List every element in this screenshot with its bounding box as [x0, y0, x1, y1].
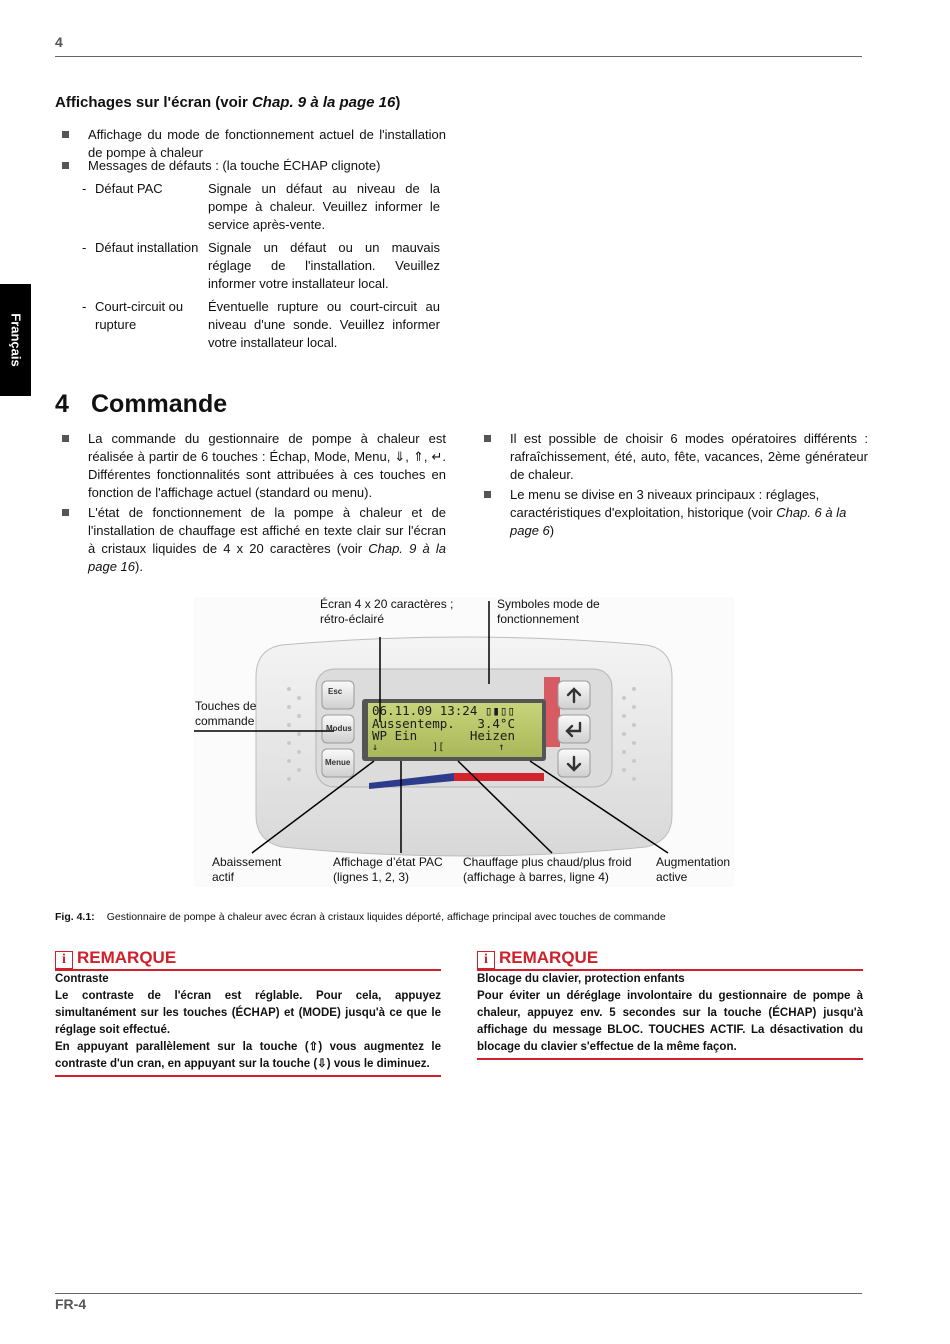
- defect-description: Éventuelle rupture ou court-circuit au niveau d'une sonde. Veuillez informer votre installateur local.: [208, 299, 440, 350]
- header-rule: [55, 56, 862, 57]
- note-header: [55, 950, 441, 971]
- chapter-heading: [55, 390, 227, 419]
- bullet-text: Messages de défauts : (la touche ÉCHAP clignote): [88, 158, 381, 173]
- page-number: 4: [55, 34, 63, 50]
- section-heading: [55, 94, 400, 111]
- callout-affichage-etat: Affichage d’état PAC (lignes 1, 2, 3): [333, 855, 443, 884]
- bullet-icon: [62, 509, 69, 516]
- figure-caption: [55, 911, 666, 923]
- bullet-icon: [62, 435, 69, 442]
- text: ): [549, 523, 555, 538]
- callout-ecran: Écran 4 x 20 caractères ; rétro-éclairé: [320, 597, 454, 626]
- defect-term: Défaut installation: [95, 240, 199, 255]
- chapter-ref: Chap. 6 à la page 6: [510, 505, 847, 538]
- lcd-line-2: Aussentemp. 3.4°C: [372, 715, 515, 731]
- text: Le menu se divise en 3 niveaux principaux : réglages, caractéristiques d'exploitation, historique (voir: [510, 487, 820, 520]
- controller-figure: [194, 597, 734, 887]
- dash: -: [82, 181, 87, 196]
- note-subtitle: Contraste: [55, 973, 109, 985]
- note-body: [55, 971, 441, 1077]
- lcd-line-3: WP Ein Heizen: [372, 728, 515, 743]
- footer-page-number: FR-4: [55, 1296, 87, 1312]
- footer-rule: [55, 1293, 862, 1294]
- esc-label: Esc: [328, 687, 343, 696]
- bullet-text: Il est possible de choisir 6 modes opératoires différents : rafraîchissement, été, auto, fête, vacances, 2ème générateur de chaleur.: [510, 431, 868, 482]
- defect-description: Signale un défaut au niveau de la pompe à chaleur. Veuillez informer le service après-vente.: [208, 181, 440, 232]
- lcd-text: [372, 705, 542, 753]
- bullet-icon: [62, 131, 69, 138]
- caption-label: Fig. 4.1:: [55, 911, 95, 923]
- callout-augmentation: Augmentation active: [656, 855, 731, 884]
- note-title: REMARQUE: [77, 948, 177, 967]
- defect-description: Signale un défaut ou un mauvais réglage de l'installation. Veuillez informer votre installateur local.: [208, 240, 440, 291]
- chapter-title: Commande: [91, 390, 228, 418]
- text: ).: [135, 559, 143, 574]
- info-icon: i: [477, 951, 495, 969]
- caption-text: Gestionnaire de pompe à chaleur avec écran à cristaux liquides déporté, affichage principal avec touches de commande: [106, 911, 666, 923]
- note-title: REMARQUE: [499, 948, 599, 967]
- bullet-icon: [62, 162, 69, 169]
- note-paragraph: En appuyant parallèlement sur la touche (⇧) vous augmentez le contraste d'un cran, en appuyant sur la touche (⇩) vous le diminuez.: [55, 1041, 441, 1070]
- bullet-icon: [484, 435, 491, 442]
- chapter-number: 4: [55, 390, 69, 418]
- note-body: [477, 971, 863, 1060]
- dash: -: [82, 240, 87, 255]
- modus-label: Modus: [326, 724, 352, 733]
- note-blocage: [477, 950, 863, 1060]
- menue-label: Menue: [325, 758, 351, 767]
- heading-text: Affichages sur l'écran (voir: [55, 94, 252, 111]
- bullet-text: Affichage du mode de fonctionnement actuel de l'installation de pompe à chaleur: [88, 127, 446, 160]
- defect-term: Court-circuit ou rupture: [95, 299, 184, 332]
- bullet-icon: [484, 491, 491, 498]
- callout-abaissement: Abaissement actif: [212, 855, 282, 884]
- chapter-ref: Chap. 9 à la page 16: [88, 541, 446, 574]
- info-icon: i: [55, 951, 73, 969]
- defect-term: Défaut PAC: [95, 181, 163, 196]
- note-paragraph: Pour éviter un déréglage involontaire du gestionnaire de pompe à chaleur, appuyez env. 5 secondes sur la touche (ÉCHAP) jusqu'à affichage du message BLOC. TOUCHES ACTIF. La désactivation du blocage du clavier s'effectue de la même façon.: [477, 990, 863, 1053]
- text: L'état de fonctionnement de la pompe à chaleur et de l'installation de chauffage est affiché en texte clair sur l'écran à cristaux liquides de 4 x 20 caractères (voir: [88, 505, 446, 556]
- bullet-text: [88, 504, 446, 576]
- note-contraste: [55, 950, 441, 1077]
- dash: -: [82, 299, 87, 314]
- note-subtitle: Blocage du clavier, protection enfants: [477, 973, 685, 985]
- bullet-text: [510, 486, 868, 540]
- lcd-line-4: ↓ ][ ↑: [372, 741, 505, 753]
- note-header: [477, 950, 863, 971]
- callout-touches: Touches de commande: [195, 699, 257, 728]
- callout-symboles: Symboles mode de fonctionnement: [497, 597, 600, 626]
- language-tab: [0, 284, 31, 396]
- enter-button: [558, 715, 590, 743]
- heading-suffix: ): [395, 94, 401, 111]
- language-label: Français: [8, 313, 23, 367]
- note-paragraph: Le contraste de l'écran est réglable. Pour cela, appuyez simultanément sur les touches (ÉCHAP) et (MODE) jusqu'à ce que le réglage soit effectué.: [55, 990, 441, 1036]
- bullet-text: La commande du gestionnaire de pompe à chaleur est réalisée à partir de 6 touches : Échap, Mode, Menu, ⇓, ⇑, ↵. Différentes fonctionnalités sont attribuées à ces touches en fonction de l'affichage actuel (standard ou menu).: [88, 431, 446, 500]
- callout-chauffage: Chauffage plus chaud/plus froid (affichage à barres, ligne 4): [463, 855, 632, 884]
- lcd-line-1: 06.11.09 13:24 ▯▮▯▯: [372, 703, 515, 718]
- heading-ref: Chap. 9 à la page 16: [251, 94, 396, 111]
